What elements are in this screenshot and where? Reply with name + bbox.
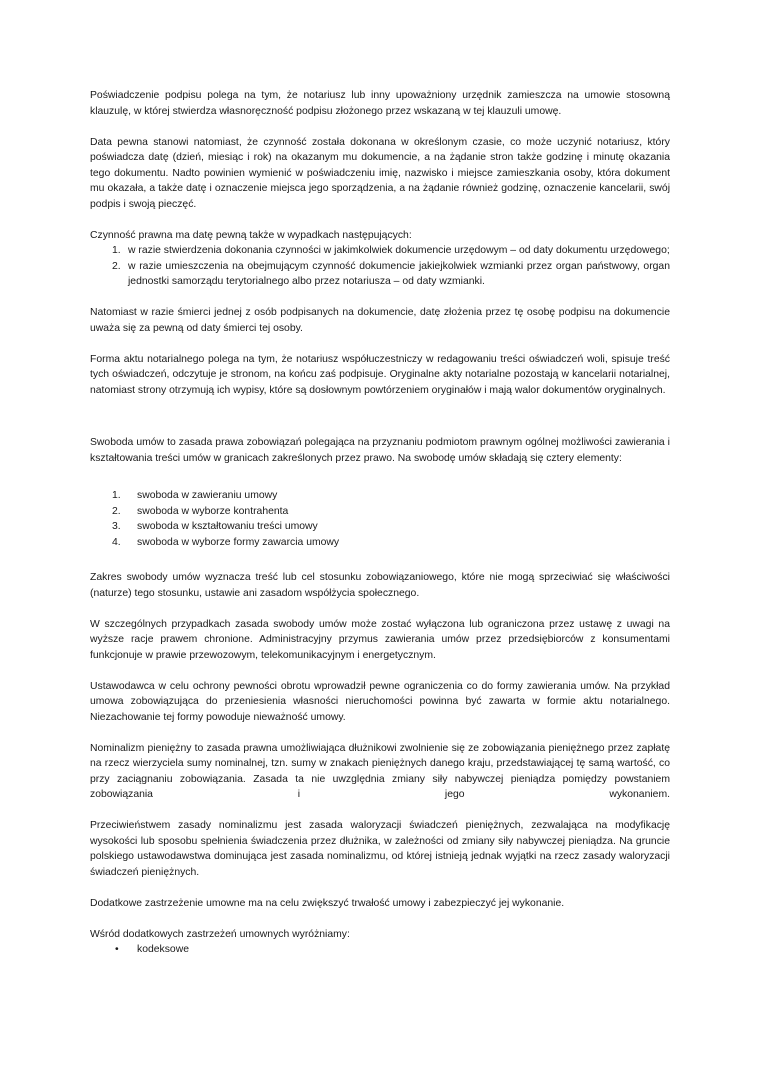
list-item: • kodeksowe bbox=[115, 944, 189, 955]
list-item: 1. swoboda w zawieraniu umowy bbox=[112, 490, 278, 501]
list-item: 4. swoboda w wyborze formy zawarcia umowy bbox=[112, 536, 340, 548]
paragraph-form-restrictions: Ustawodawca w celu ochrony pewności obrotu wprowadził pewne ograniczenia co do formy zawierania umów. Na przykład umowa zobowiązująca do przeniesienia własności nieruchomości powinna być zawarta w formie aktu notarialnego. Niezachowanie tej formy powoduje nieważność umowy. bbox=[90, 680, 670, 723]
numbered-list-date-cases bbox=[90, 243, 670, 290]
paragraph-additional-clause: Dodatkowe zastrzeżenie umowne ma na celu zwiększyć trwałość umowy i zabezpieczyć jej wykonanie. bbox=[90, 897, 565, 909]
numbered-list-freedom-elements bbox=[90, 488, 670, 550]
paragraph-additional-clauses-intro: Wśród dodatkowych zastrzeżeń umownych wyróżniamy: bbox=[90, 928, 350, 940]
paragraph-valorization: Przeciwieństwem zasady nominalizmu jest zasada waloryzacji świadczeń pieniężnych, zezwalająca na modyfikację wysokości lub sposobu spełnienia świadczenia przez dłużnika, w zależności od zmiany siły nabywczej pieniądza. Na gruncie polskiego ustawodawstwa dominująca jest zasada nominalizmu, od której istnieją jednak wyjątki na rzecz zasady waloryzacji świadczeń pieniężnych. bbox=[90, 820, 670, 878]
paragraph-nominalism: Nominalizm pieniężny to zasada prawna umożliwiająca dłużnikowi zwolnienie się ze zobowiązania pieniężnego przez zapłatę na rzecz wierzyciela sumy nominalnej, tzn. sumy w znakach pieniężnych danego kraju, przedstawiającej tę samą wartość, co przy zaciągnaniu zobowiązania. Zasada ta nie uwzględnia zmiany siły nabywczej pieniądza pomiędzy powstaniem zobowiązania i jego wykonaniem. bbox=[90, 742, 670, 800]
paragraph-freedom-of-contract: Swoboda umów to zasada prawa zobowiązań polegająca na przyznaniu podmiotom prawnym ogólnej możliwości zawierania i kształtowania treści umów w granicach zakreślonych przez prawo. Na swobodę umów składają się cztery elementy: bbox=[90, 437, 670, 464]
paragraph-notarial-deed: Forma aktu notarialnego polega na tym, że notariusz współuczestniczy w redagowaniu treści oświadczeń woli, spisuje treść tych oświadczeń, odczytuje je stronom, na końcu zaś podpisuje. Oryginalne akty notarialne pozostają w kancelarii notarialnej, natomiast strony otrzymują ich wypisy, które są dosłownym powtórzeniem oryginałów i mają walor dokumentów oryginalnych. bbox=[90, 353, 670, 396]
list-item: 1. w razie stwierdzenia dokonania czynności w jakimkolwiek dokumencie urzędowym – od daty dokumentu urzędowego; bbox=[112, 245, 670, 256]
list-item: 2. swoboda w wyborze kontrahenta bbox=[112, 505, 289, 517]
paragraph-freedom-scope: Zakres swobody umów wyznacza treść lub cel stosunku zobowiązaniowego, które nie mogą sprzeciwiać się właściwości (naturze) tego stosunku, ustawie ani zasadom współżycia społecznego. bbox=[90, 572, 670, 599]
document-body bbox=[90, 88, 670, 958]
paragraph-freedom-limits: W szczególnych przypadkach zasada swobody umów może zostać wyłączona lub ograniczona przez ustawę z uwagi na wyższe racje prawem chronione. Administracyjny przymus zawierania umów przez przedsiębiorców z konsumentami funkcjonuje w prawie przewozowym, telekomunikacyjnym i energetycznym. bbox=[90, 618, 670, 661]
list-item: 3. swoboda w kształtowaniu treści umowy bbox=[112, 521, 318, 532]
bullet-list-clauses bbox=[90, 942, 670, 958]
paragraph-signature-certification: Poświadczenie podpisu polega na tym, że notariusz lub inny upoważniony urzędnik zamieszcza na umowie stosowną klauzulę, w której stwierdza własnoręczność podpisu złożonego przez wskazaną w tej klauzuli umowę. bbox=[90, 90, 670, 117]
paragraph-certain-date: Data pewna stanowi natomiast, że czynność została dokonana w określonym czasie, co może uczynić notariusz, który poświadcza datę (dzień, miesiąc i rok) na okazanym mu dokumencie, a na żądanie stron także godzinę i minutę okazania tego dokumentu. Nadto powinien wymienić w poświadczeniu imię, nazwisko i miejsce zamieszkania osoby, która dokument mu okazała, a także datę i oznaczenie miejsca jego sporządzenia, a na żądanie również godzinę, oznaczenie kancelarii, swój podpis i swoją pieczęć. bbox=[90, 136, 670, 210]
paragraph-death-date: Natomiast w razie śmierci jednej z osób podpisanych na dokumencie, datę złożenia przez tę osobę podpisu na dokumencie uważa się za pewną od daty śmierci tej osoby. bbox=[90, 307, 670, 334]
paragraph-certain-date-cases: Czynność prawna ma datę pewną także w wypadkach następujących: bbox=[90, 229, 412, 241]
list-item: 2. w razie umieszczenia na obejmującym czynność dokumencie jakiejkolwiek wzmianki przez organ państwowy, organ jednostki samorządu terytorialnego albo przez notariusza – od daty wzmianki. bbox=[112, 260, 670, 287]
